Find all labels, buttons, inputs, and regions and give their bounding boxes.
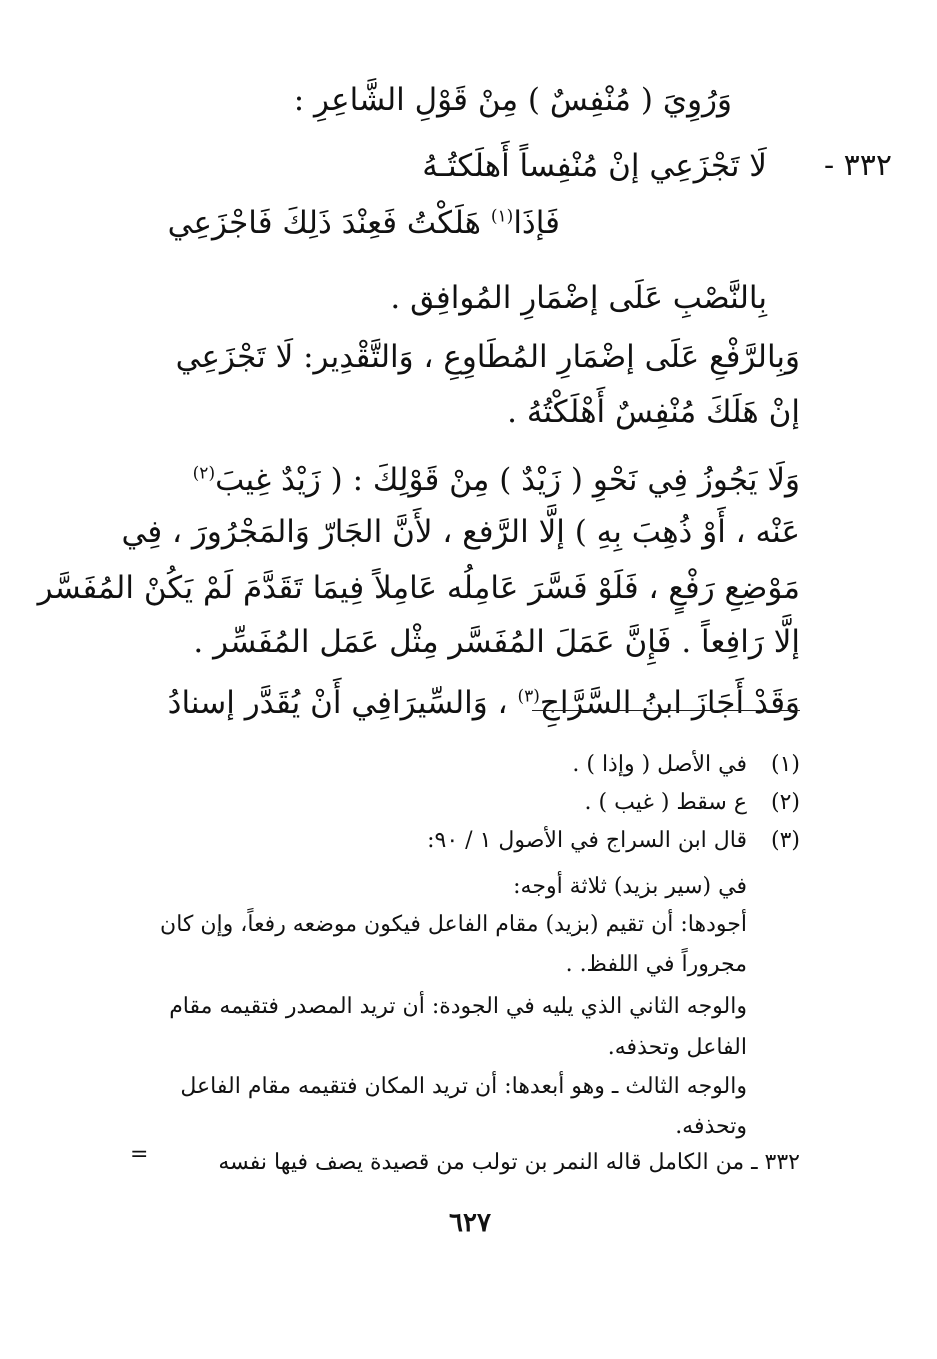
footnote-2: ع سقط ( غيب ) . [584,790,747,815]
main-line-4: بِالنَّصْبِ عَلَى إضْمَارِ المُوافِق . [390,280,767,316]
main-line-11-a: وَقَدْ أَجَازَ ابنُ السَّرَّاجِ [539,685,800,721]
footnote-ref-2: (٢) [192,463,216,484]
verse-second-hemistich [168,203,560,243]
main-line-11-b: ، وَالسِّيرَافِي أَنْ يُقَدَّر إسنادُ [167,685,518,721]
main-line-1: وَرُوِيَ ( مُنْفِسٌ ) مِنْ قَوْلِ الشَّاعِرِ : [293,82,732,118]
main-line-10: إلَّا رَافِعاً . فَإِنَّ عَمَلَ المُفَسَّر مِثْل عَمَل المُفَسِّر . [193,624,800,660]
main-line-7-text: وَلَا يَجُوزُ فِي نَحْوِ ( زَيْدٌ ) مِنْ قَوْلِكَ : ( زَيْدٌ غِيبَ [215,462,800,498]
main-line-8: عَنْه ، أَوْ ذُهِبَ بِهِ ) إلَّا الرَّفع ، لأَنَّ الجَارّ وَالمَجْرُورَ ، فِي [121,514,800,550]
footnote-3: قال ابن السراج في الأصول ١ / ٩٠: [427,828,747,853]
verse-source-note: ٣٣٢ ـ من الكامل قاله النمر بن تولب من قصيدة يصف فيها نفسه [218,1150,800,1175]
main-line-7 [193,460,800,500]
main-line-11 [168,683,800,723]
page-number: ٦٢٧ [449,1208,491,1238]
footnote-3-quote-4: والوجه الثاني الذي يليه في الجودة: أن تريد المصدر فتقيمه مقام [169,994,747,1019]
footnote-3-quote-1: في (سير بزيد) ثلاثة أوجه: [513,874,747,899]
footnote-3-quote-2: أجودها: أن تقيم (بزيد) مقام الفاعل فيكون موضعه رفعاً، وإن كان [160,912,747,937]
footnote-3-quote-7: وتحذفه. [675,1114,747,1139]
footnote-ref-1: (١) [490,206,514,227]
footnote-separator [532,710,800,711]
verse-rest: هَلَكْتُ فَعِنْدَ ذَلِكَ فَاجْزَعِي [167,205,491,241]
footnote-number-3: (٣) [770,828,800,853]
verse-number: ٣٣٢ - [823,148,892,183]
main-line-5: وَبِالرَّفْعِ عَلَى إضْمَارِ المُطَاوِعِ ، وَالتَّقْدِير: لَا تَجْزَعِي [175,339,800,375]
main-line-9: مَوْضِعِ رَفْعٍ ، فَلَوْ فَسَّرَ عَامِلُه عَامِلاً فِيمَا تَقَدَّمَ لَمْ يَكُنْ المُفَسَّر [37,570,800,606]
verse-first-hemistich: لَا تَجْزَعِي إنْ مُنْفِساً أَهلَكتُـهُ [422,148,767,184]
verse-word: فَإذَا [513,205,560,241]
continuation-mark: = [130,1142,149,1167]
main-line-6: إنْ هَلَكَ مُنْفِسٌ أَهْلَكْتُهُ . [507,394,800,430]
footnote-3-quote-3: مجروراً في اللفظ. . [565,952,747,977]
footnote-number-2: (٢) [770,790,800,815]
footnote-number-1: (١) [770,752,800,777]
footnote-ref-3: (٣) [517,686,540,707]
footnote-1: في الأصل ( وإذا ) . [572,752,747,777]
footnote-3-quote-6: والوجه الثالث ـ وهو أبعدها: أن تريد المكان فتقيمه مقام الفاعل [180,1074,747,1099]
footnote-3-quote-5: الفاعل وتحذفه. [607,1035,747,1060]
